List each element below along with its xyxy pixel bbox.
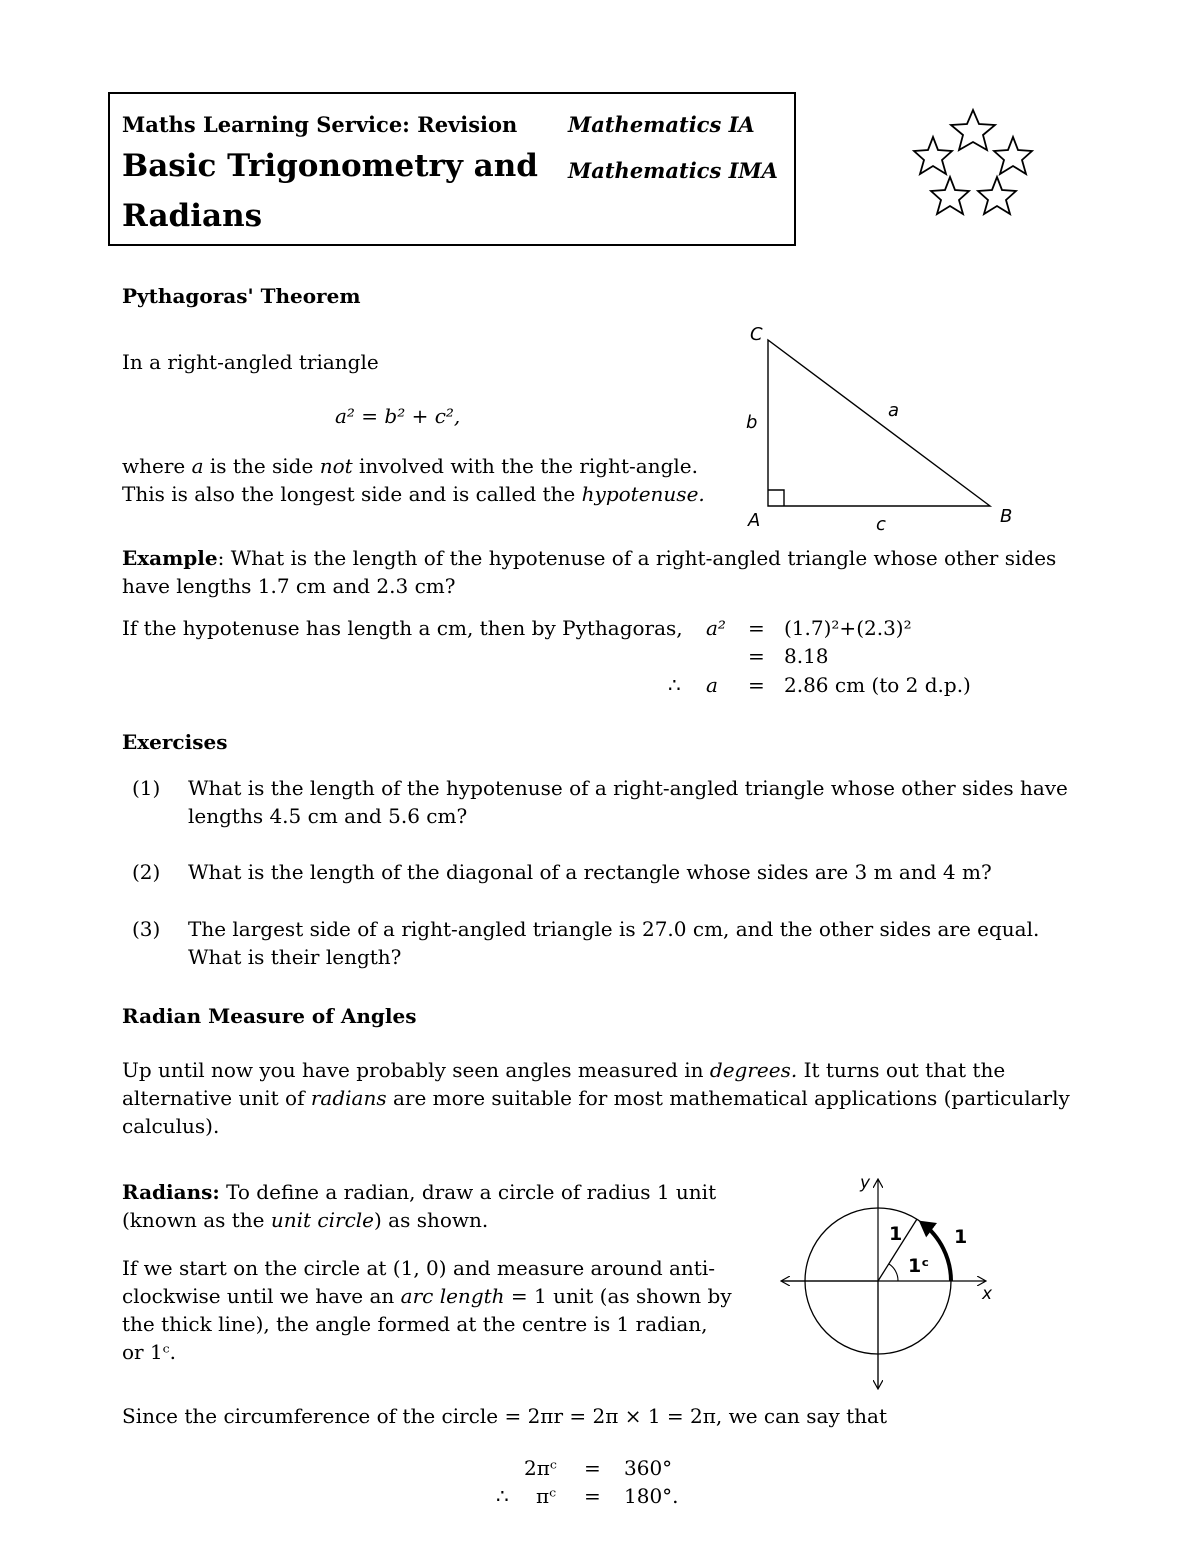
- eq2-therefore: ∴: [496, 1484, 509, 1508]
- circumference-line: Since the circumference of the circle = 2πr = 2π × 1 = 2π, we can say that: [122, 1404, 887, 1428]
- star-right: [994, 137, 1032, 174]
- stars-logo: [905, 105, 1040, 230]
- radians-p2-line2: clockwise until we have an arc length = 1 unit (as shown by: [122, 1284, 732, 1308]
- pythagoras-desc-line1: where a is the side not involved with the the right-angle.: [122, 454, 698, 478]
- example-row2-eq: =: [748, 644, 765, 668]
- star-left: [914, 137, 952, 174]
- example-row2-rhs: 8.18: [784, 644, 829, 668]
- service-label: Maths Learning Service: Revision: [122, 112, 518, 137]
- star-top: [951, 110, 995, 150]
- example-question-line1: Example: What is the length of the hypotenuse of a right-angled triangle whose other sides: [122, 546, 1057, 570]
- radians-def-line1: Radians: To define a radian, draw a circle of radius 1 unit: [122, 1180, 717, 1204]
- exercise-text: What is the length of the hypotenuse of a right-angled triangle whose other sides have: [188, 776, 1068, 800]
- eq1-equals: =: [584, 1456, 601, 1480]
- side-a-label: a: [888, 400, 900, 421]
- exercise-number: (1): [132, 776, 161, 800]
- exercise-text: The largest side of a right-angled triangle is 27.0 cm, and the other sides are equal.: [188, 917, 1040, 941]
- side-b-label: b: [746, 412, 758, 433]
- page-title-line2: Radians: [122, 198, 263, 234]
- exercise-number: (2): [132, 860, 161, 884]
- triangle-shape: [768, 340, 990, 506]
- angle-arc: [889, 1264, 898, 1281]
- arc-label: 1: [954, 1226, 968, 1248]
- side-c-label: c: [876, 514, 886, 535]
- pythagoras-intro: In a right-angled triangle: [122, 350, 379, 374]
- course-ima: Mathematics IMA: [568, 158, 778, 183]
- vertex-b-label: B: [1000, 506, 1013, 527]
- radian-para-line1: Up until now you have probably seen angles measured in degrees. It turns out that the: [122, 1058, 1006, 1082]
- pythagoras-heading: Pythagoras' Theorem: [122, 284, 361, 308]
- example-row3-rhs: 2.86 cm (to 2 d.p.): [784, 673, 971, 697]
- pythagoras-formula: a² = b² + c²,: [335, 404, 461, 428]
- exercises-heading: Exercises: [122, 730, 228, 754]
- example-question-line2: have lengths 1.7 cm and 2.3 cm?: [122, 574, 456, 598]
- pythagoras-desc-line2: This is also the longest side and is called the hypotenuse.: [122, 482, 705, 506]
- eq1-rhs: 360°: [624, 1456, 673, 1480]
- example-row1-rhs: (1.7)²+(2.3)²: [784, 616, 912, 640]
- example-row3-eq: =: [748, 673, 765, 697]
- radians-p2-line1: If we start on the circle at (1, 0) and measure around anti-: [122, 1256, 715, 1280]
- exercise-text-line2: What is their length?: [188, 945, 402, 969]
- eq2-lhs: πᶜ: [536, 1484, 557, 1508]
- vertex-a-label: A: [748, 510, 761, 531]
- unit-circle-diagram: [770, 1168, 1010, 1393]
- star-bottom-right: [978, 177, 1016, 214]
- course-ia: Mathematics IA: [568, 112, 755, 137]
- y-label: y: [860, 1173, 871, 1193]
- exercise-number: (3): [132, 917, 161, 941]
- example-row1-lhs: a²: [706, 616, 726, 640]
- angle-label: 1ᶜ: [908, 1255, 930, 1277]
- example-row3-lhs: a: [706, 673, 718, 697]
- exercise-text-line2: lengths 4.5 cm and 5.6 cm?: [188, 804, 468, 828]
- radian-heading: Radian Measure of Angles: [122, 1004, 417, 1028]
- example-row1-eq: =: [748, 616, 765, 640]
- radius-label: 1: [889, 1223, 903, 1245]
- radians-p2-line3: the thick line), the angle formed at the centre is 1 radian,: [122, 1312, 708, 1336]
- radians-p2-line4: or 1ᶜ.: [122, 1340, 176, 1364]
- right-angle-marker: [768, 490, 784, 506]
- star-bottom-left: [931, 177, 969, 214]
- vertex-c-label: C: [750, 324, 763, 345]
- eq2-rhs: 180°.: [624, 1484, 679, 1508]
- radians-def-line2: (known as the unit circle) as shown.: [122, 1208, 489, 1232]
- radian-para-line2: alternative unit of radians are more suitable for most mathematical applications (particularly: [122, 1086, 1070, 1110]
- example-working-intro: If the hypotenuse has length a cm, then by Pythagoras,: [122, 616, 683, 640]
- page-title: Basic Trigonometry and: [122, 148, 538, 184]
- example-row3-therefore: ∴: [668, 673, 681, 697]
- exercise-text: What is the length of the diagonal of a rectangle whose sides are 3 m and 4 m?: [188, 860, 992, 884]
- eq1-lhs: 2πᶜ: [524, 1456, 557, 1480]
- triangle-diagram: [730, 318, 1030, 538]
- x-label: x: [982, 1284, 993, 1304]
- radian-para-line3: calculus).: [122, 1114, 220, 1138]
- eq2-equals: =: [584, 1484, 601, 1508]
